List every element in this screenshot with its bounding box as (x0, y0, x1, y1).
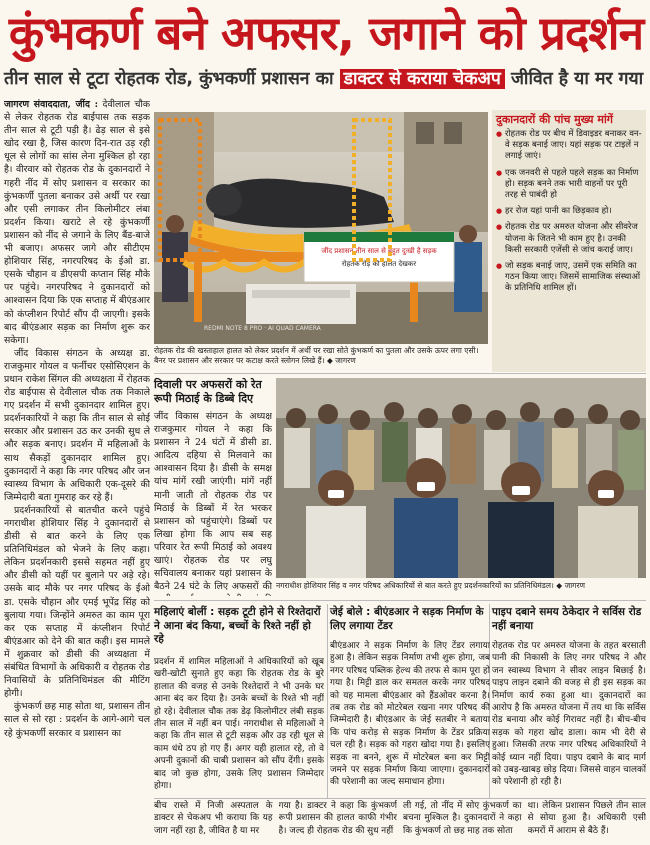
divider (154, 373, 646, 374)
headline: कुंभकर्ण बने अफसर, जगाने को प्रदर्शन (8, 6, 644, 60)
article-women-body: प्रदर्शन में शामिल महिलाओं ने अधिकारियों को खूब खरी-खोटी सुनाते हुए कहा कि रोहतक रोड के बुरे हालात की वजह से उनके रिश्तेदारों ने भी उनके घर आना बंद कर दिया है। उनके बच्चों के रिश्ते भी नहीं हो रहे। देवीलाल चौक तक डेढ़ किलोमीटर लंबी सड़क तीन साल में नहीं बन पाई। नगराधीश से महिलाओं ने कहा कि तीन साल से टूटी सड़क और उड़ रही धूल से काम धंधे ठप हो गए हैं। अगर यही हालात रहे, तो वे अपनी दुकानों की चाबी प्रशासन को सौंप देंगी। इसके बाद जो कुछ होगा, उसके लिए प्रशासन जिम्मेदार होगा। (154, 657, 324, 792)
subhead-part-2: जीवित है या मर गया (504, 69, 644, 89)
bottom-col-1: बीच रास्ते में निजी अस्पताल के डाक्टर से चेकअप भी कराया कि यह जाग नहीं रहा है, जीवित है या मर (154, 801, 273, 836)
divider (154, 798, 646, 799)
effigy-photo-illustration (154, 112, 488, 344)
photo-effigy-procession (154, 112, 488, 344)
demands-list (496, 129, 642, 295)
article-je-title: जेई बोले : बीएंडआर ने सड़क निर्माण के लिए लगाया टेंडर (330, 606, 484, 632)
article-women-title: महिलाएं बोलीं : सड़क टूटी होने से रिश्तेदारों ने आना बंद किया, बच्चों के रिश्ते नहीं हो रहे (154, 606, 321, 645)
subhead-highlight: डाक्टर से कराया चेकअप (340, 69, 505, 89)
bottom-col-2: गया है। डाक्टर ने कहा कि कुंभकर्ण रूपी प्रशासन की हालत काफी गंभीर है। जल्द ही रोहतक रोड की सुध नहीं (278, 801, 397, 836)
bottom-col-3: ली गई, तो नींद में सोए कुंभकर्ण का बचना मुश्किल है। दुकानदारों ने कहा कि कुंभकर्ण तो छह माह तक सोता (403, 801, 522, 836)
article-diwali-body: जींद विकास संगठन के अध्यक्ष राजकुमार गोयल ने कहा कि प्रशासन ने 24 घंटों में डीसी डा. आदित्य दहिया से मिलवाने का आश्वासन दिया है। डीसी के समक्ष यांच मांगें रखी जाएंगी। मांगें नहीं मानी जाती तो रोहतक रोड पर मिठाई के डिब्बों में रेत भरकर प्रशासन को पहुंचाएंगे। डिब्बों पर लिखा होगा कि आप सब सह परिवार रेत रूपी मिठाई को अवश्य खाएं। रोहतक रोड पर लघु सचिवालय बनाकर यहां प्रशासन के बैठने 24 घंटे के लिए अफसरों की (154, 411, 272, 593)
photo-delegation-caption-text: नगराधीश होशियार सिंह व नगर परिषद अधिकारियों से बात करते हुए प्रदर्शनकारियों का प्रतिनिधिमंडल। (276, 581, 554, 590)
article-pipe-body: रोहतक रोड पर अमरुत योजना के तहत बरसाती पानी की निकासी के लिए नगर परिषद ने और जन स्वास्थ्य विभाग ने सीवर लाइन बिछाई है। पाइप लाइन दबाने की वजह से ही इस सड़क का निर्माण कार्य रुका हुआ था। दुकानदारों का आरोप है कि अमरुत योजना में तय था कि सर्विस रोड बनाया और कोई गिरावट नहीं है। बीच-बीच सड़क को गहरा खोद डाला। काम भी देरी से हुआ। जिसकी तरफ नगर परिषद अधिकारियों ने कोई ध्यान नहीं दिया। पाइप दबाने के बाद मार्ग को उबड़-खाबड़ छोड़ दिया। जिससे वाहन चालकों को परेशानी हो रही है। (492, 641, 646, 788)
demand-item: ● रोहतक रोड पर अमरुत योजना और सीवरेज योजना के जितने भी काम हुए है। उनकी किसी सरकारी एजेंसी से जांच कराई जाए। (496, 222, 642, 256)
demand-item: ● रोहतक रोड पर बीच में डिवाइडर बनाकर वन-वे सड़क बनाई जाए। यहां सड़क पर टाइलें न लगाई जाएं। (496, 129, 642, 163)
divider (154, 600, 646, 601)
main-paragraph-1 (4, 98, 150, 347)
bottom-col-4: था। लेकिन प्रशासन पिछले तीन साल से सोया हुआ है। अधिकारी एसी कमरों में आराम से बैठे हैं। (527, 801, 646, 836)
camera-watermark: REDMI NOTE 8 PRO · AI QUAD CAMERA (204, 325, 321, 332)
photo-effigy-caption-text: रोहतक रोड की खस्ताहाल हालत को लेकर प्रदर्शन में अर्थी पर रखा सोते कुंभकर्ण का पुतला और उसके ऊपर लगा एसी। बैनर पर प्रशासन और सरकार पर कटाक्ष करते स्लोगन लिखे हैं। (154, 346, 479, 365)
demands-title: दुकानदारों की पांच मुख्य मांगें (496, 113, 613, 126)
banner-line-2: रोहतक रोड़ की हालत देखकर (341, 260, 417, 268)
subhead-part-1: तीन साल से टूटा रोहतक रोड, कुंभकर्णी प्रशासन का (4, 69, 340, 89)
main-article (4, 98, 150, 843)
photo-effigy-credit: जागरण (335, 356, 356, 365)
demands-sidebar (492, 110, 646, 372)
article-je-body: बीएंडआर ने सड़क निर्माण के लिए टेंडर लगाया हुआ है। लेकिन सड़क निर्माण तभी शुरू होगा, जब नगर परिषद पब्लिक हेल्थ की तरफ से काम पूरा हो गया है। मिट्टी डाल कर समतल करके नगर परिषद को यह मामला बीएंडआर को हैंडओवर करना है। तब तक रोड को मोटरेबल रखना नगर परिषद की जिम्मेदारी है। बीएंडआर के जेई सतबीर ने बताया कि पांच करोड़ से सड़क निर्माण के टेंडर प्रक्रिया चल रही है। सड़क को गहरा खोदा गया है। इसलिए सड़क ना बनने, शुरू में मोटरेबल बना कर मिट्टी जमने पर सड़क निर्माण किया जाएगा। दुकानदारों की परेशानी का जल्द समाधान होगा। (330, 641, 490, 788)
dateline: जागरण संवाददाता, जींद : (4, 99, 99, 110)
main-paragraph-3: प्रदर्शनकारियों से बातचीत करने पहुंचे नगराधीश होशियार सिंह ने दुकानदारों से डीसी से बात करने के लिए एक प्रतिनिधिमंडल को भेजने के लिए कहा। लेकिन प्रदर्शनकारी इससे सहमत नहीं हुए और डीसी को यहीं पर बुलाने पर अड़े रहे। उसके बाद मौके पर नगर परिषद के ईओ डा. एसके चौहान और एमई भूपेंद्र सिंह को बुलाया गया। जिन्होंने अमरुत का काम पूरा कर एक सप्ताह में कंप्लीशन रिपोर्ट बीएंडआर को देने की बात कही। इस मामले में शुक्रवार को डीसी की अध्यक्षता में संबंधित विभागों के अधिकारी व रोहतक रोड निवासियों के प्रतिनिधिमंडल की मीटिंग होगी। (4, 504, 150, 700)
delegation-photo-illustration (276, 378, 646, 578)
article-diwali-title: दिवाली पर अफसरों को रेत रूपी मिठाई के डिब्बे दिए (154, 378, 262, 405)
article-pipe-title: पाइप दबाने समय ठेकेदार ने सर्विस रोड नहीं बनाया (492, 606, 642, 632)
main-paragraph-1-text: देवीलाल चौक से लेकर रोहतक रोड बाईपास तक सड़क तीन साल से टूटी पड़ी है। ढेड़ साल से इसे खोद रखा है, जिस कारण दिन-रात उड़ रही धूल से लोगों का सांस लेना मुश्किल हो रहा है। वीरवार को रोहतक रोड के दुकानदारों ने गहरी नींद में सोए प्रशासन व सरकार का कुंभकर्णी पुतला बनाकर उसे अर्थी पर रखा और एसी लगाकर तीन किलोमीटर लंबा प्रदर्शन किया। खराटे ले रहे कुंभकर्णी प्रशासन को नींद से जगाने के लिए बैंड-बाजे भी बजाए। अफसर जागे और सीटीएम होशियार सिंह, नगरपरिषद के ईओ डा. एसके चौहान व डीएसपी कप्तान सिंह मौके पर पहुंचे। नगरपरिषद ने दुकानदारों को आश्वासन दिया कि एक सप्ताह में बीएंडआर को कंप्लीशन रिपोर्ट सौंप दी जाएगी। इसके बाद बीएंडआर सड़क का निर्माण शुरू कर सकेगा। (4, 99, 150, 346)
banner-line-1: जींद प्रशासन तीन साल से बहुत दुःखी है सड़क (321, 247, 437, 255)
photo-effigy-caption: रोहतक रोड की खस्ताहाल हालत को लेकर प्रदर्शन में अर्थी पर रखा सोते कुंभकर्ण का पुतला और उसके ऊपर लगा एसी। बैनर पर प्रशासन और सरकार पर कटाक्ष करते स्लोगन लिखे हैं। ◆ जागरण (154, 346, 479, 365)
demand-item: ● हर रोज यहां पानी का छिड़काव हो। (496, 206, 642, 217)
photo-delegation-credit: जागरण (564, 581, 586, 590)
bottom-continuation (154, 800, 646, 844)
photo-delegation-meeting (276, 378, 646, 578)
main-paragraph-2: जींद विकास संगठन के अध्यक्ष डा. राजकुमार गोयल व फर्नीचर एसोसिएशन के प्रधान राकेश सिंगल की अध्यक्षता में रोहतक रोड बाईपास से देवीलाल चौक तक निकाले गए प्रदर्शन में सभी दुकानदार शामिल हुए। प्रदर्शनकारियों ने कहा कि तीन साल से सोई सरकार और प्रशासन उठ कर उनकी सुध ले और सड़क बनाए। प्रदर्शन में महिलाओं के साथ सैकड़ों दुकानदार शामिल हुए। दुकानदारों ने कहा कि नगर परिषद और जन स्वास्थ्य विभाग के अधिकारी एक-दूसरे की जिम्मेदारी बता गुमराह कर रहे हैं। (4, 347, 150, 503)
column-rule (327, 604, 328, 798)
photo-delegation-caption: नगराधीश होशियार सिंह व नगर परिषद अधिकारियों से बात करते हुए प्रदर्शनकारियों का प्रतिनिधिमंडल। ◆ जागरण (276, 581, 586, 590)
demand-item: ● एक जनवरी से पहले पहले सड़क का निर्माण हो। सड़क बनने तक भारी वाहनों पर पूरी तरह से पाबंदी हो (496, 168, 642, 202)
main-paragraph-4: कुंभकर्ण छह माह सोता था, प्रशासन तीन साल से सो रहा : प्रदर्शन के आगे-आगे चल रहे कुंभकर्णी सरकार व प्रशासन का (4, 701, 150, 739)
demand-item: ● जो सड़क बनाई जाए, उसमें एक समिति का गठन किया जाए। जिसमें सामाजिक संस्थाओं के प्रतिनिधि शामिल हों। (496, 261, 642, 295)
subheadline (4, 66, 648, 92)
